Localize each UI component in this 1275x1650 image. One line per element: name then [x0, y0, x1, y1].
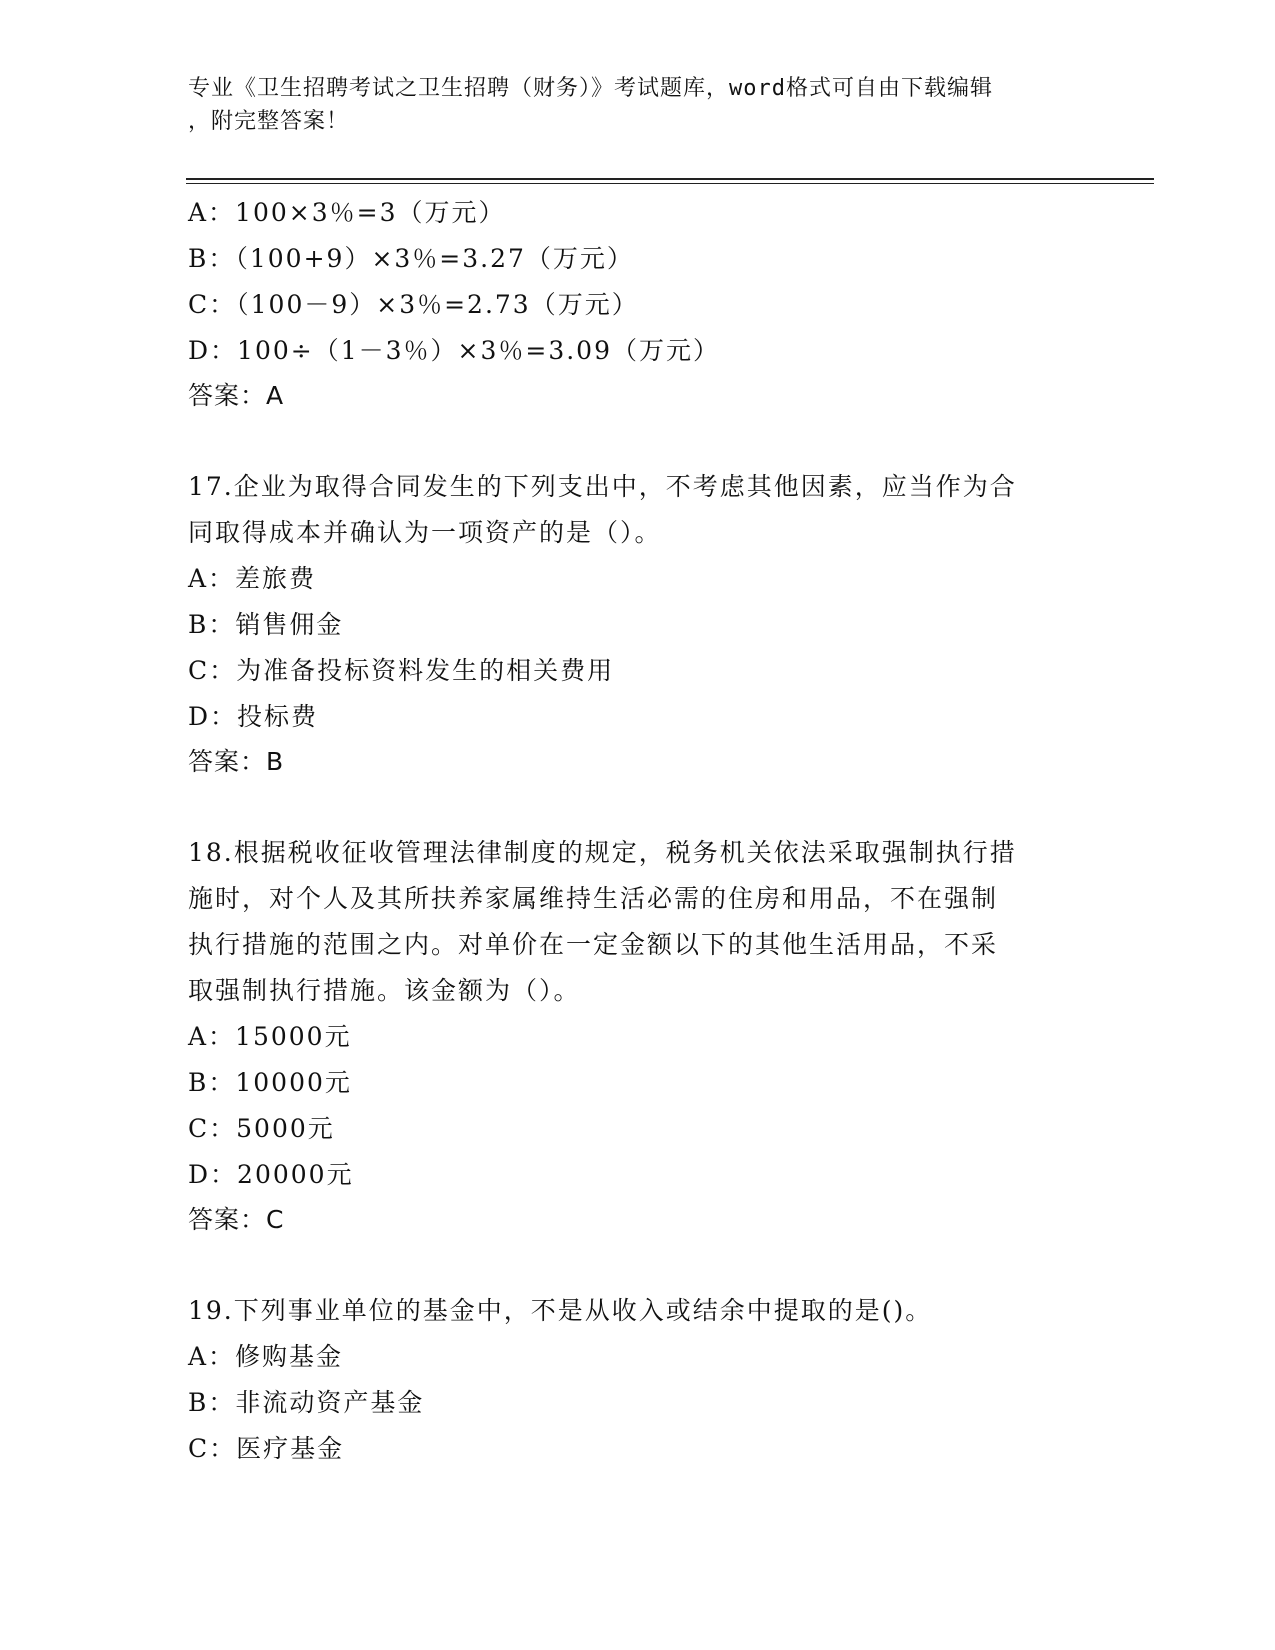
- header-line-1: 专业《卫生招聘考试之卫生招聘（财务）》考试题库，word格式可自由下载编辑: [188, 76, 993, 101]
- option-a: A：100×3％=3（万元）: [188, 198, 506, 227]
- option-d: D：20000元: [188, 1160, 354, 1189]
- question-18: [188, 830, 1088, 1242]
- option-b: B：销售佣金: [188, 610, 344, 639]
- question-text-line: 17.企业为取得合同发生的下列支出中，不考虑其他因素，应当作为合: [188, 472, 1017, 501]
- question-text-line: 施时，对个人及其所扶养家属维持生活必需的住房和用品，不在强制: [188, 884, 999, 913]
- document-header: [188, 72, 1058, 138]
- option-b: B：10000元: [188, 1068, 352, 1097]
- option-d: D：投标费: [188, 702, 319, 731]
- question-text-line: 同取得成本并确认为一项资产的是（）。: [188, 518, 662, 547]
- question-text-line: 取强制执行措施。该金额为（）。: [188, 976, 581, 1005]
- spacer: [188, 784, 1088, 830]
- option-a: A：差旅费: [188, 564, 317, 593]
- option-d: D：100÷（1－3％）×3％=3.09（万元）: [188, 336, 720, 365]
- option-b: B：（100+9）×3％=3.27（万元）: [188, 244, 634, 273]
- question-text-line: 18.根据税收征收管理法律制度的规定，税务机关依法采取强制执行措: [188, 838, 1017, 867]
- question-text-line: 19.下列事业单位的基金中，不是从收入或结余中提取的是()。: [188, 1296, 933, 1325]
- question-16-options: [188, 190, 1088, 418]
- answer: 答案：B: [188, 747, 285, 776]
- option-a: A：修购基金: [188, 1342, 344, 1371]
- answer: 答案：A: [188, 381, 285, 410]
- header-line-2: ，附完整答案！: [188, 109, 350, 134]
- option-c: C：（100－9）×3％=2.73（万元）: [188, 290, 639, 319]
- question-19: [188, 1288, 1088, 1472]
- spacer: [188, 418, 1088, 464]
- question-text-line: 执行措施的范围之内。对单价在一定金额以下的其他生活用品，不采: [188, 930, 999, 959]
- header-divider-thick: [186, 178, 1154, 180]
- question-17: [188, 464, 1088, 784]
- option-c: C：为准备投标资料发生的相关费用: [188, 656, 615, 685]
- header-divider-thin: [186, 183, 1154, 184]
- answer: 答案：C: [188, 1205, 285, 1234]
- option-c: C：医疗基金: [188, 1434, 345, 1463]
- question-content: [188, 190, 1088, 1472]
- spacer: [188, 1242, 1088, 1288]
- option-a: A：15000元: [188, 1022, 352, 1051]
- option-c: C：5000元: [188, 1114, 335, 1143]
- option-b: B：非流动资产基金: [188, 1388, 425, 1417]
